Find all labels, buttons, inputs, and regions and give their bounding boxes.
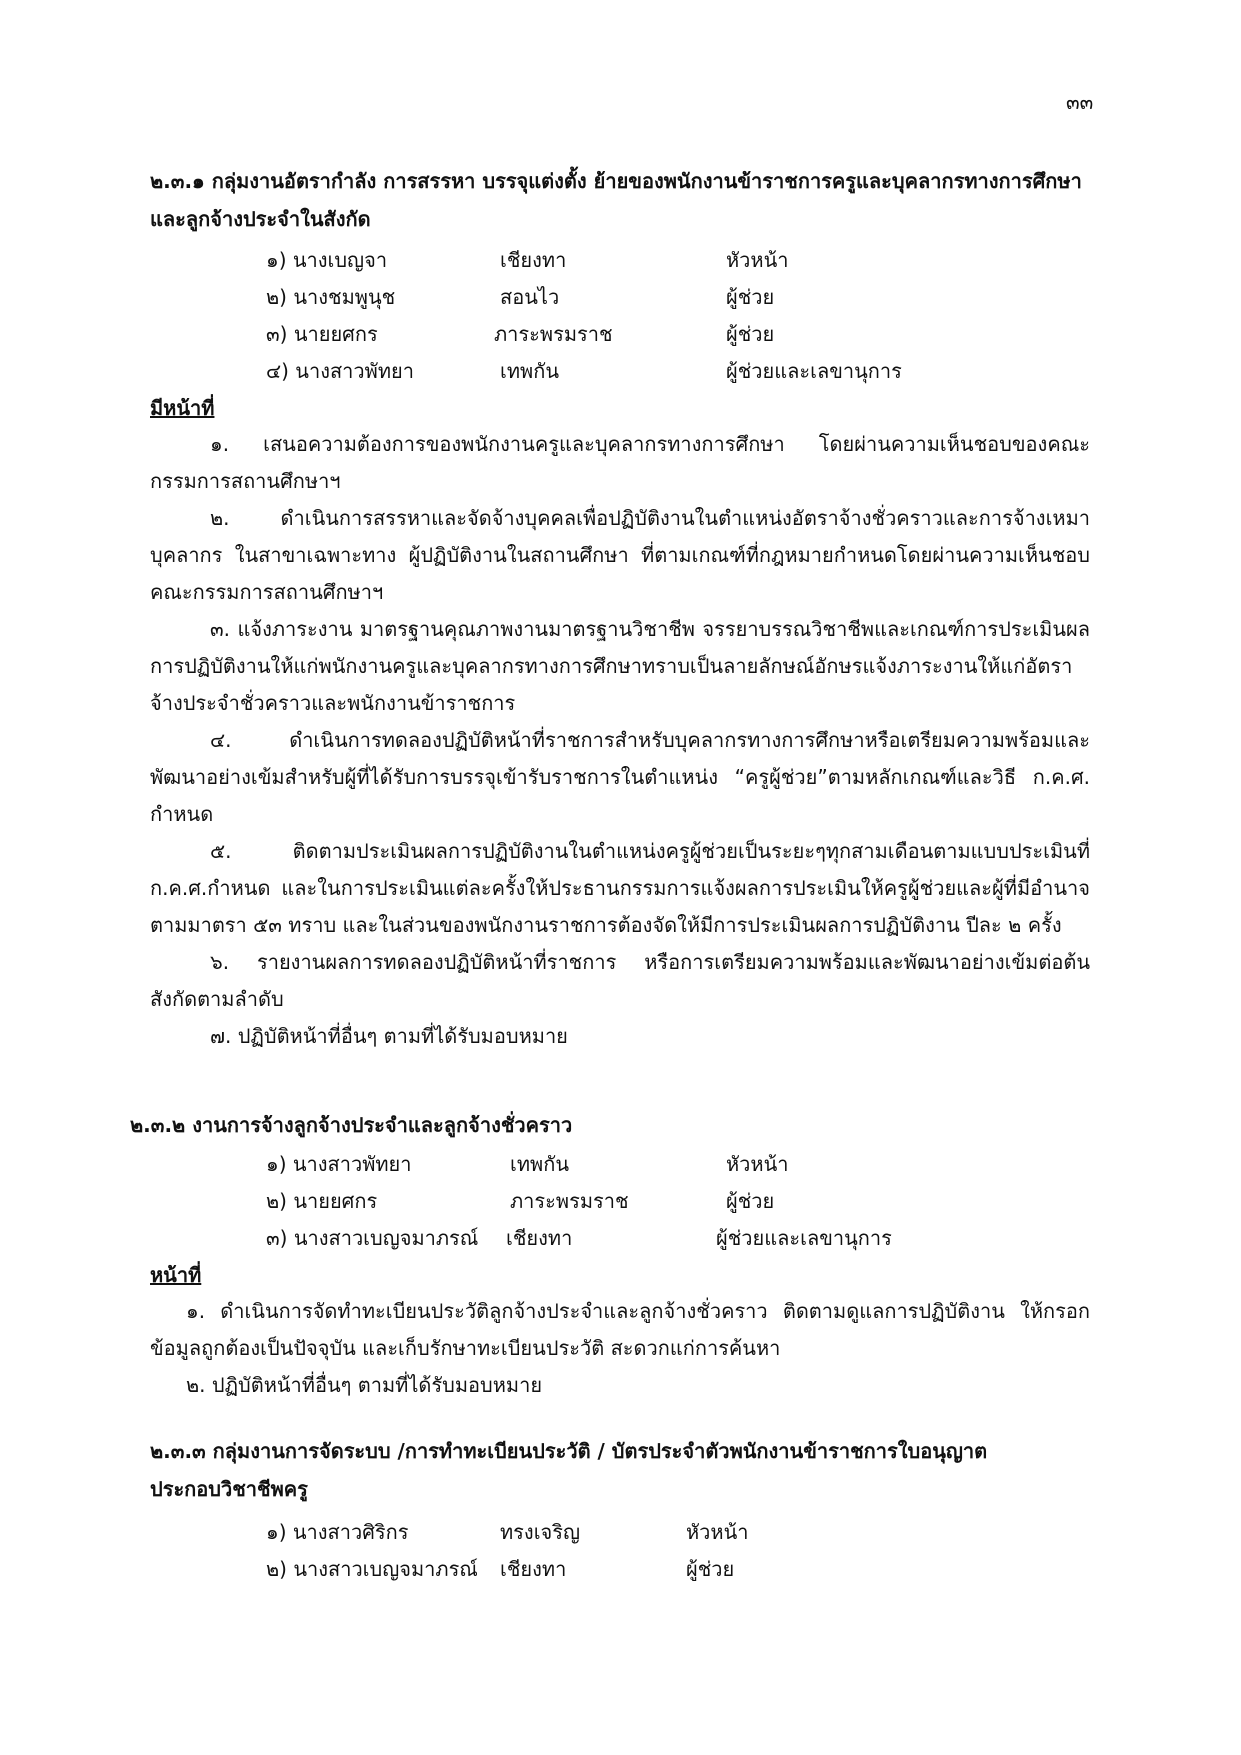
member-surname: เทพกัน [510,1152,569,1176]
member-role: ผู้ช่วย [726,322,775,346]
member-role: ผู้ช่วยและเลขานุการ [726,359,902,383]
member-surname: เชียงทา [500,1557,567,1581]
section-2-3-2 [130,1106,1090,1404]
member-role: หัวหน้า [686,1520,749,1544]
duty-item: ๑. ดำเนินการจัดทำทะเบียนประวัติลูกจ้างประจำและลูกจ้างชั่วคราว ติดตามดูแลการปฏิบัติงาน ให้กรอกข้อมูลถูกต้องเป็นปัจจุบัน และเก็บรักษาทะเบียนประวัติ สะดวกแก่การค้นหา [150,1299,1090,1360]
duty-item: ๖. รายงานผลการทดลองปฏิบัติหน้าที่ราชการ หรือการเตรียมความพร้อมและพัฒนาอย่างเข้มต่อต้นสังกัดตามลำดับ [150,950,1090,1011]
member-surname: ทรงเจริญ [500,1520,581,1544]
section-heading: ๒.๓.๒ งานการจ้างลูกจ้างประจำและลูกจ้างชั่วคราว [130,1113,573,1137]
member-row [150,1551,1090,1588]
member-name: ๔) นางสาวพัทยา [266,359,414,383]
member-role: ผู้ช่วยและเลขานุการ [716,1226,892,1250]
member-role: ผู้ช่วย [726,1189,775,1213]
duty-item: ๒. ปฏิบัติหน้าที่อื่นๆ ตามที่ได้รับมอบหมาย [186,1373,543,1397]
member-surname: เชียงทา [506,1226,573,1250]
heading-line-1: ๒.๓.๑ กลุ่มงานอัตรากำลัง การสรรหา บรรจุแต่งตั้ง ย้ายของพนักงานข้าราชการครูและบุคลากรทางการศึกษา [150,169,1082,193]
duty-list [150,426,1090,1055]
member-name: ๓) นายยศกร [266,322,378,346]
member-row [150,353,1090,390]
member-surname: เทพกัน [500,359,559,383]
member-surname: เชียงทา [500,248,567,272]
duties-label: มีหน้าที่ [150,396,215,420]
duty-item: ๓. แจ้งภาระงาน มาตรฐานคุณภาพงานมาตรฐานวิชาชีพ จรรยาบรรณวิชาชีพและเกณฑ์การประเมินผลการปฏิบัติงานให้แก่พนักงานครูและบุคลากรทางการศึกษาทราบเป็นลายลักษณ์อักษรแจ้งภาระงานให้แก่อัตราจ้างประจำชั่วคราวและพนักงานข้าราชการ [150,617,1090,715]
heading-line-1: ๒.๓.๓ กลุ่มงานการจัดระบบ /การทำทะเบียนประวัติ / บัตรประจำตัวพนักงานข้าราชการใบอนุญาต [150,1439,988,1463]
heading-line-2: และลูกจ้างประจำในสังกัด [150,207,371,231]
member-list [130,1146,1090,1257]
duties-label: หน้าที่ [150,1263,202,1287]
member-name: ๓) นางสาวเบญจมาภรณ์ [266,1226,479,1250]
member-list [150,242,1090,390]
member-row [150,1514,1090,1551]
member-role: หัวหน้า [726,248,789,272]
duty-list [150,1293,1090,1404]
member-role: หัวหน้า [726,1152,789,1176]
member-row [150,242,1090,279]
member-name: ๑) นางสาวศิริกร [266,1520,409,1544]
member-list [150,1514,1090,1588]
member-name: ๒) นางสาวเบญจมาภรณ์ [266,1557,478,1581]
duty-item: ๒. ดำเนินการสรรหาและจัดจ้างบุคคลเพื่อปฏิบัติงานในตำแหน่งอัตราจ้างชั่วคราวและการจ้างเหมาบุคลากร ในสาขาเฉพาะทาง ผู้ปฏิบัติงานในสถานศึกษา ที่ตามเกณฑ์ที่กฎหมายกำหนดโดยผ่านความเห็นชอบคณะกรรมการสถานศึกษาฯ [150,506,1090,604]
page-number: ๓๓ [1066,90,1094,114]
member-surname: ภาระพรมราช [510,1189,629,1213]
section-heading [150,162,1090,238]
member-row [130,1183,1090,1220]
duty-item: ๕. ติดตามประเมินผลการปฏิบัติงานในตำแหน่งครูผู้ช่วยเป็นระยะๆทุกสามเดือนตามแบบประเมินที่ ก.ค.ศ.กำหนด และในการประเมินแต่ละครั้งให้ประธานกรรมการแจ้งผลการประเมินให้ครูผู้ช่วยและผู้ที่มีอำนาจตามมาตรา ๕๓ ทราบ และในส่วนของพนักงานราชการต้องจัดให้มีการประเมินผลการปฏิบัติงาน ปีละ ๒ ครั้ง [150,839,1090,937]
member-surname: ภาระพรมราช [494,322,613,346]
heading-line-2: ประกอบวิชาชีพครู [150,1477,308,1501]
member-row [150,316,1090,353]
duty-item: ๗. ปฏิบัติหน้าที่อื่นๆ ตามที่ได้รับมอบหมาย [210,1024,568,1048]
member-name: ๑) นางสาวพัทยา [266,1152,412,1176]
member-surname: สอนไว [500,285,560,309]
member-name: ๑) นางเบญจา [266,248,388,272]
member-row [130,1146,1090,1183]
section-heading [150,1432,1090,1508]
member-name: ๒) นายยศกร [266,1189,378,1213]
member-role: ผู้ช่วย [726,285,775,309]
section-2-3-1 [150,162,1090,1055]
duty-item: ๑. เสนอความต้องการของพนักงานครูและบุคลากรทางการศึกษา โดยผ่านความเห็นชอบของคณะกรรมการสถานศึกษาฯ [150,432,1090,493]
duty-item: ๔. ดำเนินการทดลองปฏิบัติหน้าที่ราชการสำหรับบุคลากรทางการศึกษาหรือเตรียมความพร้อมและพัฒนาอย่างเข้มสำหรับผู้ที่ได้รับการบรรจุเข้ารับราชการในตำแหน่ง “ครูผู้ช่วย”ตามหลักเกณฑ์และวิธี ก.ค.ศ. กำหนด [150,728,1090,826]
member-row [150,279,1090,316]
member-row [130,1220,1090,1257]
member-name: ๒) นางชมพูนุช [266,285,396,309]
section-2-3-3 [150,1432,1090,1588]
member-role: ผู้ช่วย [686,1557,735,1581]
